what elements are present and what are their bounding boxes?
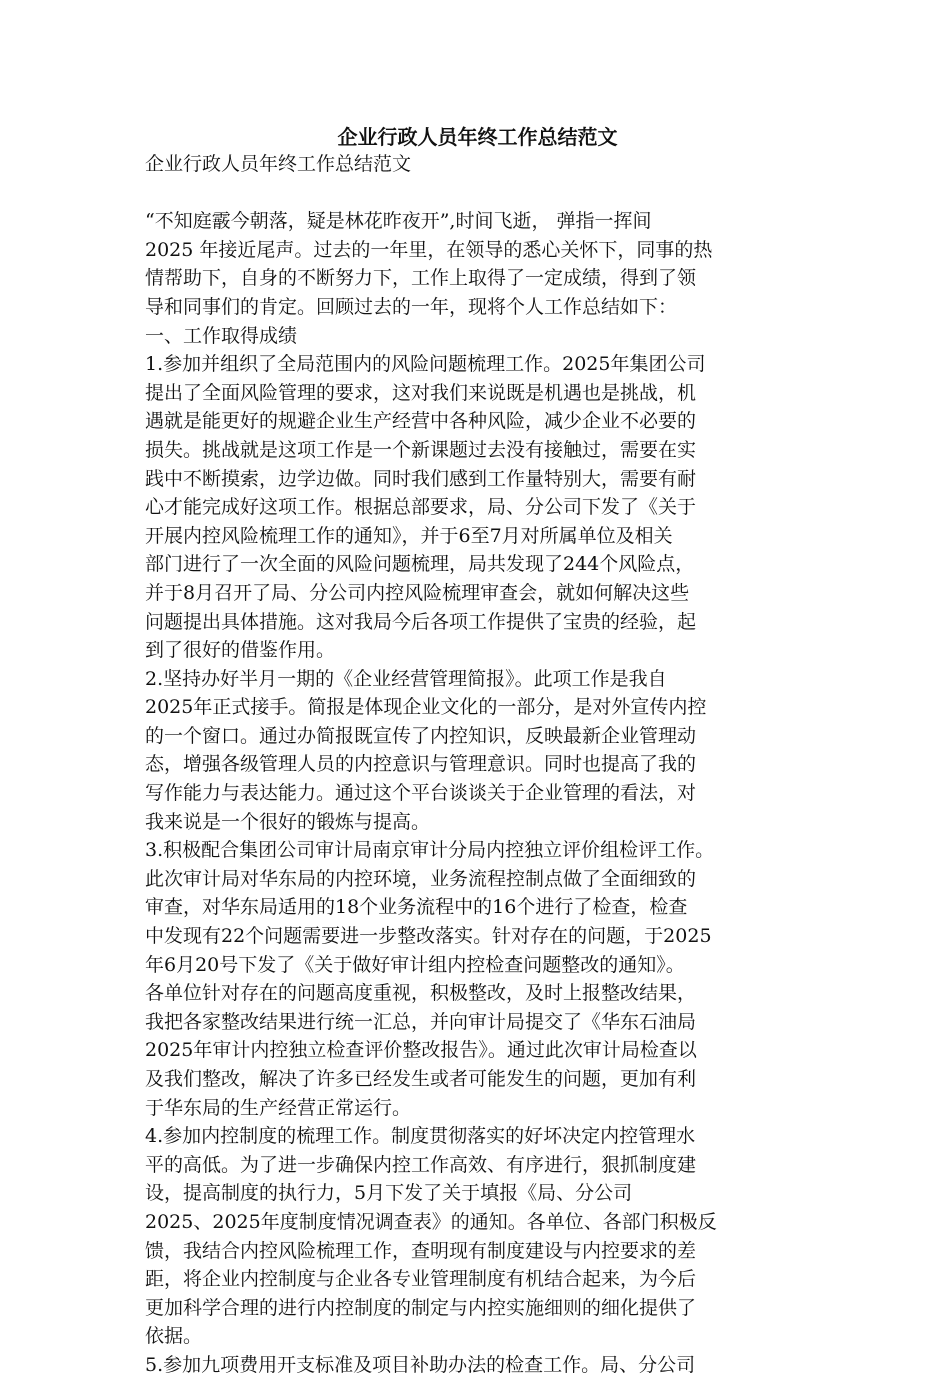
text-line: 提出了全面风险管理的要求，这对我们来说既是机遇也是挑战，机 [145, 381, 697, 404]
text-line: 及我们整改，解决了许多已经发生或者可能发生的问题，更加有利 [145, 1068, 697, 1090]
text-line: 更加科学合理的进行内控制度的制定与内控实施细则的细化提供了 [145, 1296, 697, 1319]
text-line: 2025、2025年度制度情况调查表》的通知。各单位、各部门积极反 [145, 1210, 717, 1233]
text-line: 一、工作取得成绩 [145, 324, 298, 347]
document-body [145, 207, 810, 1379]
text-line: 审查，对华东局适用的18个业务流程中的16个进行了检查，检查 [145, 896, 688, 919]
text-line: 损失。挑战就是这项工作是一个新课题过去没有接触过，需要在实 [145, 438, 697, 461]
text-line: 践中不断摸索，边学边做。同时我们感到工作量特别大，需要有耐 [145, 467, 697, 490]
document-subtitle: 企业行政人员年终工作总结范文 [145, 153, 412, 175]
text-line: 年6月20号下发了《关于做好审计组内控检查问题整改的通知》。 [145, 953, 685, 976]
text-line: 2025年审计内控独立检查评价整改报告》。通过此次审计局检查以 [145, 1039, 697, 1062]
text-line: 2025 年接近尾声。过去的一年里，在领导的悉心关怀下，同事的热 [145, 238, 713, 261]
text-line: 心才能完成好这项工作。根据总部要求，局、分公司下发了《关于 [145, 496, 697, 519]
text-line: 开展内控风险梳理工作的通知》，并于6至7月对所属单位及相关 [145, 524, 673, 547]
document-page [145, 124, 810, 1380]
text-line: 的一个窗口。通过办简报既宣传了内控知识，反映最新企业管理动 [145, 724, 697, 747]
text-line: 中发现有22个问题需要进一步整改落实。针对存在的问题，于2025 [145, 925, 712, 948]
text-line: 情帮助下，自身的不断努力下，工作上取得了一定成绩，得到了领 [145, 267, 697, 290]
text-line: 态，增强各级管理人员的内控意识与管理意识。同时也提高了我的 [145, 753, 697, 776]
document-title: 企业行政人员年终工作总结范文 [337, 125, 618, 149]
text-line: 部门进行了一次全面的风险问题梳理，局共发现了244个风险点， [145, 553, 695, 576]
text-line: 平的高低。为了进一步确保内控工作高效、有序进行，狠抓制度建 [145, 1153, 697, 1176]
text-line: 并于8月召开了局、分公司内控风险梳理审查会，就如何解决这些 [145, 581, 690, 604]
text-line: 我把各家整改结果进行统一汇总，并向审计局提交了《华东石油局 [145, 1010, 697, 1033]
text-line: 4.参加内控制度的梳理工作。制度贯彻落实的好坏决定内控管理水 [145, 1125, 696, 1148]
text-line: 3.积极配合集团公司审计局南京审计分局内控独立评价组检评工作。 [145, 839, 715, 862]
text-line: 馈，我结合内控风险梳理工作，查明现有制度建设与内控要求的差 [145, 1239, 697, 1262]
text-line: 导和同事们的肯定。回顾过去的一年，现将个人工作总结如下： [145, 295, 678, 318]
text-line: 此次审计局对华东局的内控环境，业务流程控制点做了全面细致的 [145, 867, 697, 890]
paragraph-gap [145, 179, 810, 208]
text-line: 到了很好的借鉴作用。 [145, 639, 336, 662]
text-line: 于华东局的生产经营正常运行。 [145, 1096, 412, 1119]
text-line: 依据。 [145, 1325, 203, 1348]
text-line: 5.参加九项费用开支标准及项目补助办法的检查工作。局、分公司 [145, 1353, 696, 1376]
text-line: 遇就是能更好的规避企业生产经营中各种风险，减少企业不必要的 [145, 410, 697, 433]
text-line: 各单位针对存在的问题高度重视，积极整改，及时上报整改结果， [145, 982, 697, 1005]
text-line: “不知庭霰今朝落，疑是林花昨夜开”,时间飞逝， 弹指一挥间 [145, 210, 652, 233]
text-line: 我来说是一个很好的锻炼与提高。 [145, 810, 431, 833]
text-line: 距，将企业内控制度与企业各专业管理制度有机结合起来，为今后 [145, 1268, 697, 1291]
text-line: 问题提出具体措施。这对我局今后各项工作提供了宝贵的经验，起 [145, 610, 697, 633]
text-line: 2025年正式接手。简报是体现企业文化的一部分，是对外宣传内控 [145, 696, 707, 719]
text-line: 1.参加并组织了全局范围内的风险问题梳理工作。2025年集团公司 [145, 353, 706, 376]
text-line: 设，提高制度的执行力，5月下发了关于填报《局、分公司 [145, 1182, 633, 1205]
text-line: 写作能力与表达能力。通过这个平台谈谈关于企业管理的看法，对 [145, 782, 697, 805]
text-line: 2.坚持办好半月一期的《企业经营管理简报》。此项工作是我自 [145, 667, 667, 690]
